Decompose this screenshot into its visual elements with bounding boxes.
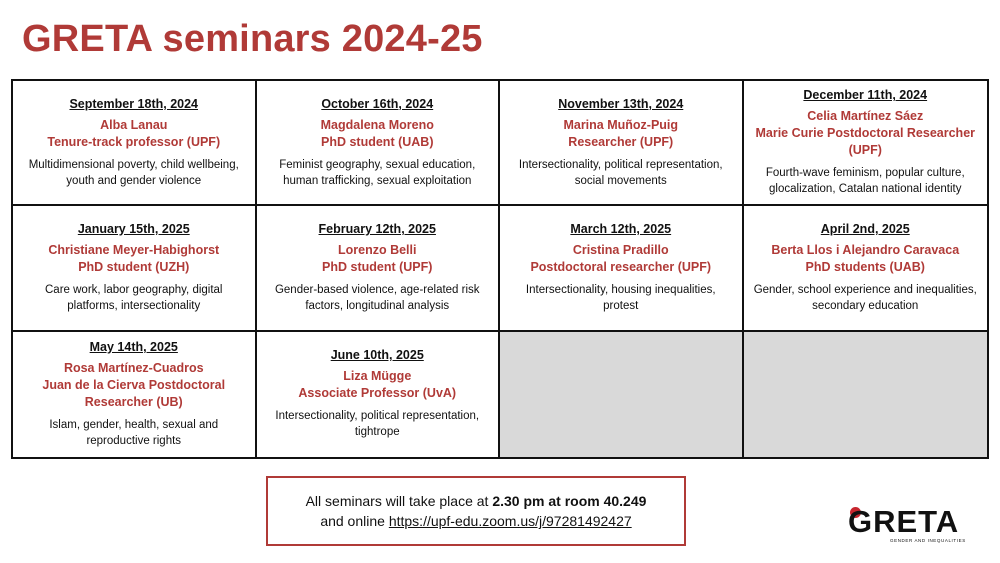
seminar-role: PhD student (UPF) [322, 259, 433, 274]
seminar-card [500, 206, 744, 331]
logo-word: GRETA [848, 504, 960, 539]
seminar-topics: Intersectionality, political representation, social movements [518, 158, 723, 187]
seminar-topics: Feminist geography, sexual education, human trafficking, sexual exploitation [279, 158, 476, 187]
seminar-speaker: Berta Llos i Alejandro Caravaca [771, 242, 960, 257]
seminar-date: October 16th, 2024 [321, 96, 434, 111]
seminar-role: Marie Curie Postdoctoral Researcher (UPF) [755, 126, 976, 158]
seminar-card [13, 81, 257, 206]
seminar-role: Associate Professor (UvA) [298, 386, 457, 401]
seminar-topics: Fourth-wave feminism, popular culture, glocalization, Catalan national identity [765, 167, 965, 196]
venue-line [306, 491, 647, 511]
seminar-date: November 13th, 2024 [558, 96, 684, 111]
zoom-link[interactable]: https://upf-edu.zoom.us/j/97281492427 [388, 513, 632, 529]
venue-prefix: All seminars will take place at [305, 493, 493, 509]
seminar-card [744, 206, 988, 331]
seminar-topics: Care work, labor geography, digital platforms, intersectionality [45, 283, 223, 312]
greta-logo [848, 505, 973, 547]
seminar-date: September 18th, 2024 [69, 96, 199, 111]
seminar-speaker: Celia Martínez Sáez [807, 109, 924, 124]
seminar-topics: Gender, school experience and inequalities, secondary education [753, 283, 977, 312]
seminar-speaker: Marina Muñoz-Puig [563, 117, 679, 132]
seminar-card [744, 81, 988, 206]
seminar-card [500, 81, 744, 206]
logo-subtitle: GENDER AND INEQUALITIES [890, 538, 966, 543]
venue-info-box [266, 476, 686, 546]
seminar-speaker: Cristina Pradillo [572, 242, 669, 257]
seminar-date: December 11th, 2024 [803, 88, 928, 103]
online-prefix: and online [320, 513, 389, 529]
seminar-topics: Gender-based violence, age-related risk factors, longitudinal analysis [274, 283, 480, 312]
seminar-role: Tenure-track professor (UPF) [47, 134, 221, 149]
seminar-speaker: Lorenzo Belli [338, 242, 417, 257]
empty-cell [744, 332, 988, 457]
seminar-card [257, 332, 501, 457]
seminar-date: June 10th, 2025 [330, 348, 424, 363]
seminar-role: Juan de la Cierva Postdoctoral Researcher (UB) [42, 377, 226, 409]
seminar-grid [11, 79, 989, 459]
seminar-date: February 12th, 2025 [318, 221, 436, 236]
seminar-topics: Islam, gender, health, sexual and reproductive rights [49, 418, 219, 447]
seminar-role: PhD students (UAB) [805, 259, 925, 274]
seminar-speaker: Magdalena Moreno [320, 117, 434, 132]
seminar-date: May 14th, 2025 [89, 339, 178, 354]
online-line [320, 511, 631, 531]
seminar-topics: Multidimensional poverty, child wellbeing, youth and gender violence [28, 158, 239, 187]
seminar-role: PhD student (UAB) [321, 134, 434, 149]
seminar-speaker: Liza Mügge [343, 369, 412, 384]
seminar-speaker: Alba Lanau [100, 117, 168, 132]
seminar-card [257, 81, 501, 206]
seminar-role: Postdoctoral researcher (UPF) [530, 259, 712, 274]
seminar-date: March 12th, 2025 [570, 221, 672, 236]
seminar-role: PhD student (UZH) [78, 259, 190, 274]
empty-cell [500, 332, 744, 457]
seminar-date: January 15th, 2025 [77, 221, 190, 236]
venue-time-room: 2.30 pm at room 40.249 [492, 493, 647, 509]
seminar-topics: Intersectionality, housing inequalities, protest [525, 283, 716, 312]
seminar-speaker: Rosa Martínez-Cuadros [63, 360, 204, 375]
seminar-card [13, 332, 257, 457]
seminar-topics: Intersectionality, political representation, tightrope [275, 410, 480, 439]
seminar-speaker: Christiane Meyer-Habighorst [48, 242, 220, 257]
page-title: GRETA seminars 2024-25 [22, 18, 483, 60]
seminar-role: Researcher (UPF) [568, 134, 674, 149]
seminar-card [257, 206, 501, 331]
seminar-date: April 2nd, 2025 [820, 221, 910, 236]
seminar-card [13, 206, 257, 331]
